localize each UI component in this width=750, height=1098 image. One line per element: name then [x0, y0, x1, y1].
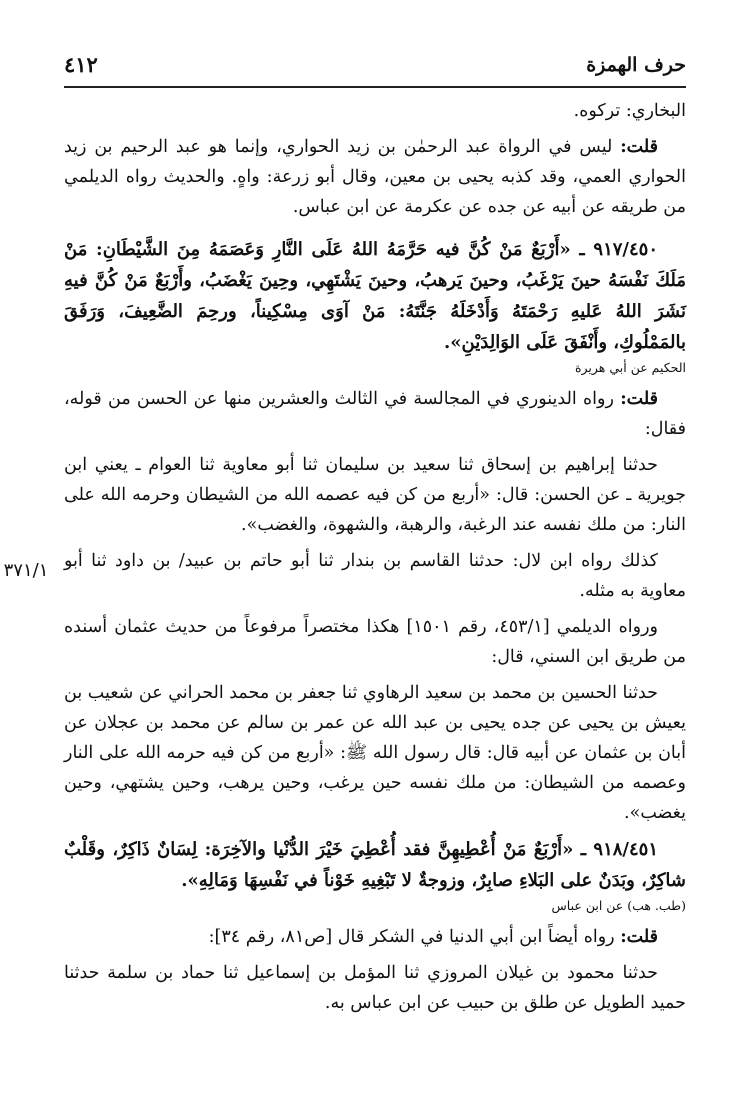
- page-body: [64, 96, 686, 1018]
- paragraph-note-3: [64, 922, 686, 952]
- page-header: [64, 50, 686, 84]
- note-text: رواه الدينوري في المجالسة في الثالث والعشرين منها عن الحسن من قوله، فقال:: [64, 389, 686, 439]
- note-label: قلت:: [620, 389, 658, 409]
- note-label: قلت:: [620, 137, 658, 157]
- header-rule: [64, 86, 686, 88]
- hadith-918-source: (طب. هب) عن ابن عباس: [551, 898, 686, 913]
- paragraph-daylami: ورواه الديلمي [٤٥٣/١، رقم ١٥٠١] هكذا مختصراً مرفوعاً من حديث عثمان أسنده من طريق ابن السني، قال:: [64, 617, 686, 667]
- paragraph-isnad-2: حدثنا الحسين بن محمد بن سعيد الرهاوي ثنا جعفر بن محمد الحراني عن شعيب بن يعيش بن يحيى عن جده يحيى بن عبد الله عن عمر بن سالم عن محمد بن عجلان عن أبان بن عثمان عن أبيه قال: قال رسول الله ﷺ: «أربع من كن فيه حرمه الله على النار وعصمه من الشيطان: من ملك نفسه حين يرغب، وحين يرهب، وحين يشتهي، وحين يغضب».: [64, 683, 686, 823]
- hadith-917: ٩١٧/٤٥٠ ـ «أَرْبَعٌ مَنْ كُنَّ فيه حَرَّمَهُ اللهُ عَلَى النَّارِ وَعَصَمَهُ مِنَ الشَّيْطَانِ: مَنْ مَلَكَ نَفْسَهُ حينَ يَرْغَبُ، وحينَ يَرهبُ، وحينَ يَشْتَهِي، وحِينَ يَغْضَبُ، وأَرْبَعٌ مَنْ كُنَّ فيهِ نَشَرَ اللهُ عَليهِ رَحْمَتَهُ وَأَدْخَلَهُ جَنَّتَهُ: مَنْ آوَى مِسْكِيناً، ورحِمَ الضَّعِيفَ، وَرَفَقَ بالمَمْلُوكِ، وأَنْفَقَ عَلَى الوَالِدَيْنِ».: [64, 239, 686, 353]
- paragraph-isnad-3: حدثنا محمود بن غيلان المروزي ثنا المؤمل بن إسماعيل ثنا حماد بن سلمة حدثنا حميد الطويل عن طلق بن حبيب عن ابن عباس به.: [64, 963, 686, 1013]
- paragraph-note-2: [64, 384, 686, 444]
- paragraph-bukhari: البخاري: تركوه.: [573, 101, 686, 121]
- page-number: ٤١٢: [64, 52, 98, 77]
- note-text: ليس في الرواة عبد الرحمٰن بن زيد الحواري، وإنما هو عبد الرحيم بن زيد الحواري العمي، وقد كذبه يحيى بن معين، وقال أبو زرعة: واهٍ. والحديث رواه الديلمي من طريقه عن أبيه عن جده عن عكرمة عن ابن عباس.: [64, 137, 686, 217]
- note-label: قلت:: [620, 927, 658, 947]
- paragraph-isnad-1: حدثنا إبراهيم بن إسحاق ثنا سعيد بن سليمان ثنا أبو معاوية ثنا العوام ـ يعني ابن جويرية ـ عن الحسن: قال: «أربع من كن فيه عصمه الله من الشيطان وحرمه الله على النار: من ملك نفسه عند الرغبة، والرهبة، والشهوة، والغضب».: [64, 455, 686, 535]
- note-text: رواه أيضاً ابن أبي الدنيا في الشكر قال [ص٨١، رقم ٣٤]:: [208, 927, 621, 947]
- paragraph-note-1: [64, 132, 686, 222]
- margin-reference: ٣٧١/١: [3, 560, 49, 581]
- hadith-918: ٩١٨/٤٥١ ـ «أَرْبَعٌ مَنْ أُعْطِيهِنَّ فقد أُعْطِيَ خَيْرَ الدُّنْيا والآخِرَة: لِسَانٌ ذَاكِرٌ، وقَلْبٌ شاكِرٌ، وبَدَنٌ على البَلاءِ صابِرٌ، وزوجةٌ لا تَبْغِيهِ خَوْناً في نَفْسِهَا وَمَالِهِ».: [64, 839, 686, 891]
- paragraph-ibn-lal: كذلك رواه ابن لال: حدثنا القاسم بن بندار ثنا أبو حاتم بن عبيد/ بن داود ثنا أبو معاوية به مثله.: [64, 551, 686, 601]
- chapter-title: حرف الهمزة: [586, 54, 686, 76]
- hadith-917-source: الحكيم عن أبي هريرة: [574, 360, 686, 375]
